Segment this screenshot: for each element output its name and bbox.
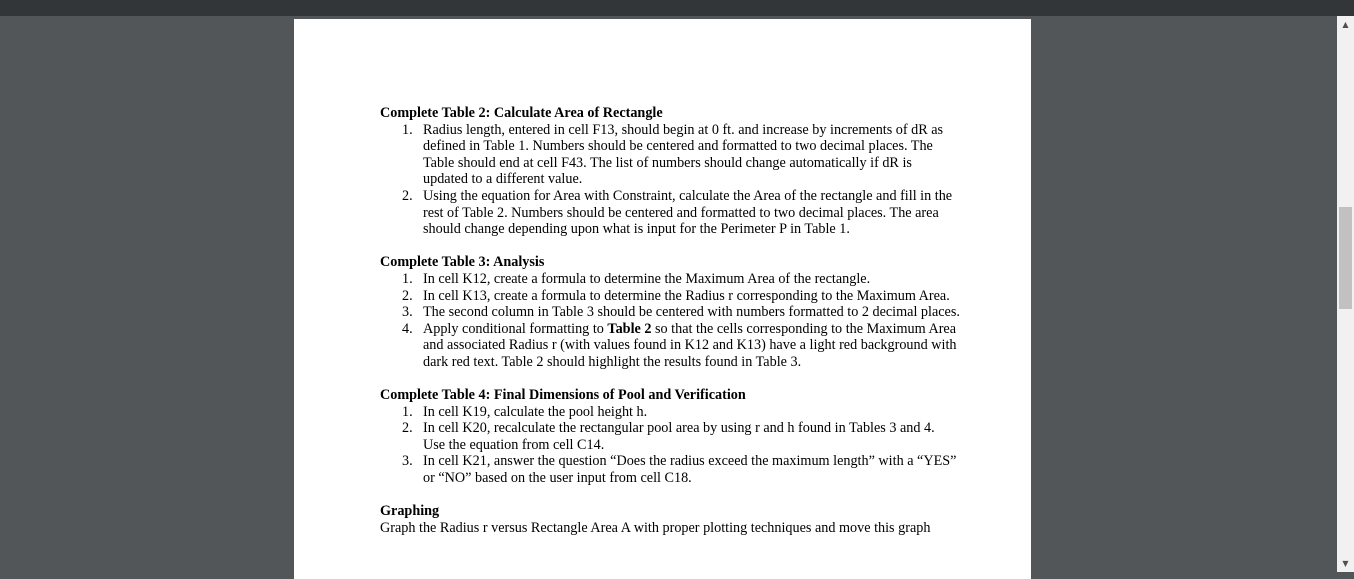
- section-table-2: [380, 105, 960, 238]
- section-table-4: [380, 387, 960, 487]
- instruction-list: [380, 404, 960, 487]
- list-item: [380, 453, 960, 486]
- item-text: In cell K19, calculate the pool height h.: [423, 403, 648, 420]
- item-number: 2.: [402, 420, 413, 437]
- item-number: 1.: [402, 403, 413, 420]
- item-text: Radius length, entered in cell F13, should begin at 0 ft. and increase by increments of dR as defined in Table 1. Numbers should be centered and formatted to two decimal places. The Table should end at cell F43. The list of numbers should change automatically if dR is updated to a different value.: [423, 121, 944, 188]
- instruction-list: [380, 271, 960, 371]
- item-number: 3.: [402, 304, 413, 321]
- list-item: [380, 271, 960, 288]
- item-number: 3.: [402, 453, 413, 470]
- item-number: 1.: [402, 270, 413, 287]
- viewer-toolbar: [0, 0, 1354, 16]
- list-item: [380, 188, 960, 238]
- item-number: 2.: [402, 287, 413, 304]
- list-item: [380, 122, 960, 188]
- instruction-list: [380, 122, 960, 238]
- section-title: Graphing: [380, 503, 440, 520]
- scroll-up-icon[interactable]: ▲: [1342, 20, 1349, 29]
- list-item: [380, 420, 960, 453]
- section-title: Complete Table 4: Final Dimensions of Pool and Verification: [380, 387, 746, 404]
- item-number: 2.: [402, 187, 413, 204]
- list-item: [380, 321, 960, 371]
- list-item: [380, 404, 960, 421]
- page-content: [380, 105, 960, 553]
- item-text: In cell K13, create a formula to determine the Radius r corresponding to the Maximum Area.: [423, 287, 950, 304]
- item-text: In cell K20, recalculate the rectangular pool area by using r and h found in Tables 3 and 4. Use the equation from cell C14.: [423, 420, 935, 453]
- list-item: [380, 288, 960, 305]
- item-text: Using the equation for Area with Constraint, calculate the Area of the rectangle and fill in the rest of Table 2. Numbers should be centered and formatted to two decimal places. The area should change depending upon what is input for the Perimeter P in Table 1.: [423, 187, 953, 238]
- graphing-text: Graph the Radius r versus Rectangle Area A with proper plotting techniques and move this graph: [380, 519, 931, 536]
- section-title: Complete Table 3: Analysis: [380, 254, 545, 271]
- scroll-thumb[interactable]: [1339, 207, 1352, 309]
- section-table-3: [380, 254, 960, 370]
- item-number: 4.: [402, 320, 413, 337]
- item-text: The second column in Table 3 should be centered with numbers formatted to 2 decimal places.: [423, 304, 960, 321]
- pdf-page: [294, 19, 1031, 579]
- section-title: Complete Table 2: Calculate Area of Rectangle: [380, 105, 663, 121]
- list-item: [380, 304, 960, 321]
- item-text: In cell K21, answer the question “Does the radius exceed the maximum length” with a “YES” or “NO” based on the user input from cell C18.: [423, 453, 957, 487]
- item-text: In cell K12, create a formula to determine the Maximum Area of the rectangle.: [423, 270, 871, 287]
- vertical-scrollbar[interactable]: [1337, 16, 1354, 572]
- scroll-down-icon[interactable]: ▼: [1342, 559, 1349, 568]
- item-text: so that the cells corresponding to the Maximum Area and associated Radius r (with values found in K12 and K13) have a light red background with dark red text. Table 2 should highlight the results found in Table 3.: [423, 320, 957, 370]
- item-text: Apply conditional formatting to: [423, 320, 608, 337]
- item-text-bold: Table 2: [607, 320, 652, 337]
- section-graphing: [380, 503, 960, 536]
- item-number: 1.: [402, 121, 413, 138]
